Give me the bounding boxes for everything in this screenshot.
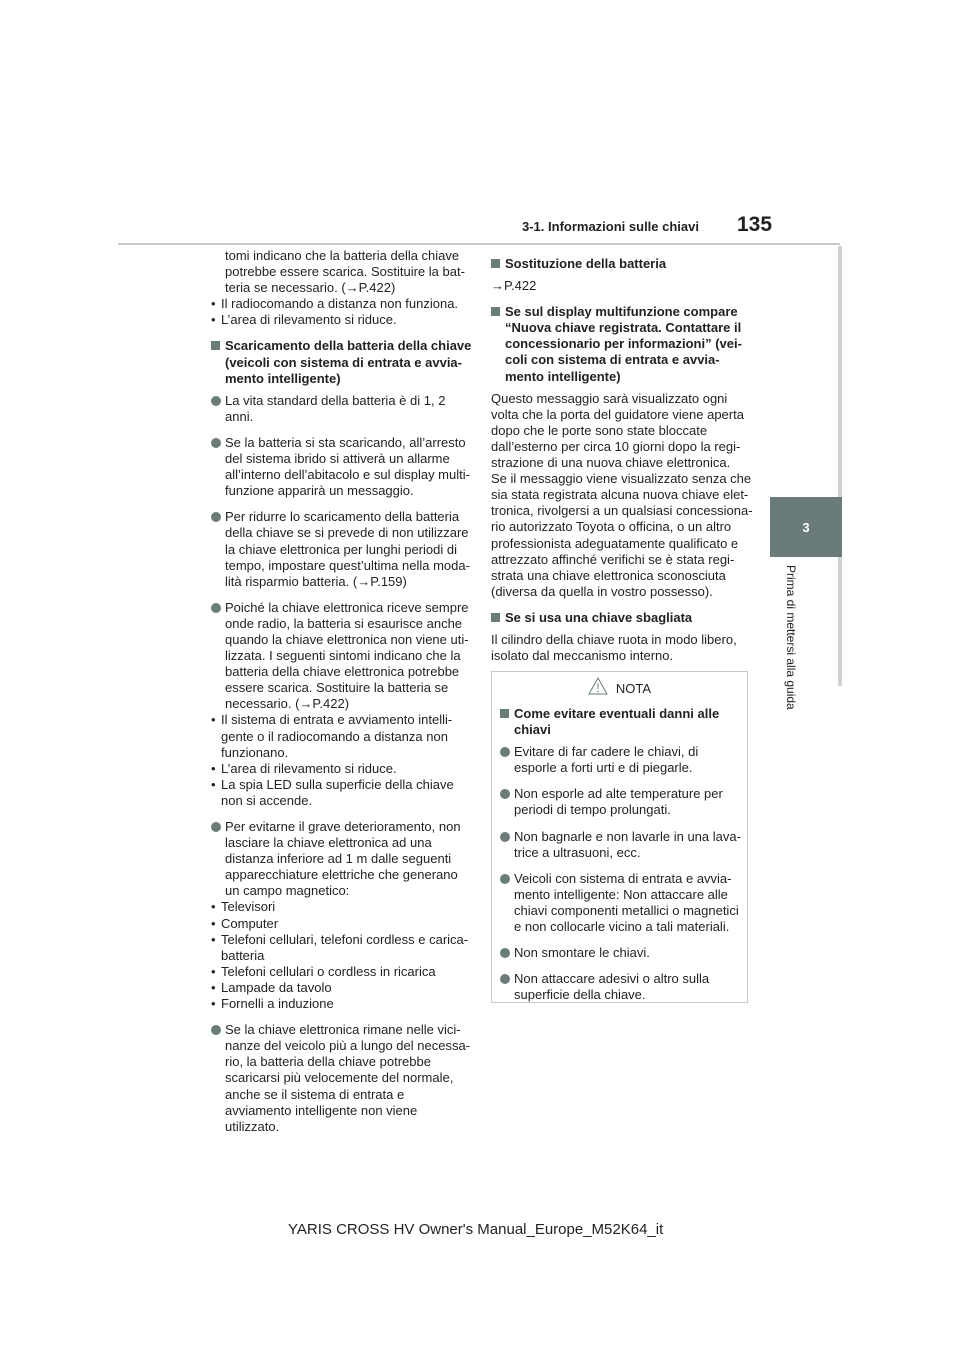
note-title: NOTA bbox=[615, 680, 652, 696]
chapter-tab bbox=[770, 497, 842, 557]
footer-text: YARIS CROSS HV Owner's Manual_Europe_M52K64_it bbox=[288, 1221, 664, 1238]
bullet-item bbox=[211, 819, 473, 1012]
bullet-item bbox=[211, 600, 473, 809]
sub-item: • La spia LED sulla superficie della chiave non si accende. bbox=[211, 777, 473, 809]
chapter-label: Prima di mettersi alla guida bbox=[784, 565, 798, 710]
section-heading: Se si usa una chiave sbagliata bbox=[491, 610, 753, 626]
note-item: Non attaccare adesivi o altro sulla superficie della chiave. bbox=[500, 971, 744, 1003]
note-item: Non bagnarle e non lavarle in una lava-trice a ultrasuoni, ecc. bbox=[500, 829, 744, 861]
note-header bbox=[492, 672, 747, 700]
bullet-item: La vita standard della batteria è di 1, 2 anni. bbox=[211, 393, 473, 425]
note-box bbox=[491, 671, 748, 1003]
chapter-number: 3 bbox=[802, 519, 810, 535]
intro-continuation: tomi indicano che la batteria della chiave potrebbe essere scarica. Sostituire la bat-teria se necessario. (→P.422) bbox=[225, 248, 465, 296]
header-divider bbox=[118, 243, 840, 245]
bullet-text: Poiché la chiave elettronica riceve sempre onde radio, la batteria si esaurisce anche quando la chiave elettronica non viene uti-lizzata. I seguenti sintomi indicano che la batteria della chiave elettronica potrebbe essere scarica. Sostituire la batteria se necessario. (→P.422) bbox=[225, 599, 469, 712]
note-item: Non smontare le chiavi. bbox=[500, 945, 744, 961]
sub-item: • Il radiocomando a distanza non funziona. bbox=[211, 296, 473, 312]
right-column bbox=[491, 256, 753, 674]
note-item: Veicoli con sistema di entrata e avvia-mento intelligente: Non attaccare alle chiavi componenti metallici o magnetici e non collocarle vicino a tali materiali. bbox=[500, 871, 744, 935]
body-text: Il cilindro della chiave ruota in modo libero, isolato dal meccanismo interno. bbox=[491, 631, 737, 664]
sub-item: • Fornelli a induzione bbox=[211, 996, 473, 1012]
sub-item: • Televisori bbox=[211, 899, 473, 915]
bullet-item: Se la chiave elettronica rimane nelle vici-nanze del veicolo più a lungo del necessa-rio, la batteria della chiave potrebbe scaricarsi più velocemente del normale, anche se il sistema di entrata e avviamento intelligente non viene utilizzato. bbox=[211, 1022, 473, 1135]
section-heading: Scaricamento della batteria della chiave (veicoli con sistema di entrata e avvia-mento intelligente) bbox=[211, 338, 473, 386]
sub-item: • Telefoni cellulari o cordless in ricarica bbox=[211, 964, 473, 980]
intro-sublist bbox=[211, 296, 473, 328]
note-heading: Come evitare eventuali danni alle chiavi bbox=[500, 706, 744, 738]
bullet-item: Per ridurre lo scaricamento della batteria della chiave se si prevede di non utilizzare la chiave elettronica per lunghi periodi di tempo, impostare quest’ultima nella moda-lità risparmio batteria. (→P.159) bbox=[211, 509, 473, 589]
section-title: 3-1. Informazioni sulle chiavi bbox=[522, 219, 699, 234]
sub-item: • Il sistema di entrata e avviamento intelli-gente o il radiocomando a distanza non funzionano. bbox=[211, 712, 473, 760]
note-body bbox=[500, 706, 744, 1013]
left-column bbox=[211, 248, 473, 1145]
section-heading: Sostituzione della batteria bbox=[491, 256, 753, 272]
sub-item: • Telefoni cellulari, telefoni cordless e carica-batteria bbox=[211, 932, 473, 964]
body-text: Se il messaggio viene visualizzato senza che sia stata registrata alcuna nuova chiave elet-tronica, rivolgersi a un qualsiasi concessiona-rio autorizzato Toyota o officina, o un altro professionista adeguatamente qualificato e attrezzato affinché verifichi se è stata regi-strata una chiave elettronica sconosciuta (diversa da quella in vostro possesso). bbox=[491, 471, 753, 599]
sub-item: • L’area di rilevamento si riduce. bbox=[211, 312, 473, 328]
sub-item: • Lampade da tavolo bbox=[211, 980, 473, 996]
side-bar bbox=[838, 246, 842, 686]
note-item: Non esporle ad alte temperature per periodi di tempo prolungati. bbox=[500, 786, 744, 818]
sub-item: • L’area di rilevamento si riduce. bbox=[211, 761, 473, 777]
warning-icon bbox=[588, 677, 608, 700]
section-heading: Se sul display multifunzione compare “Nuova chiave registrata. Contattare il concessionario per informazioni” (vei-coli con sistema di entrata e avvia-mento intelligente) bbox=[491, 304, 753, 384]
page-number: 135 bbox=[737, 213, 773, 236]
bullet-item: Se la batteria si sta scaricando, all’arresto del sistema ibrido si attiverà un allarme all’interno dell’abitacolo e sul display multi-funzione apparirà un messaggio. bbox=[211, 435, 473, 499]
note-item: Evitare di far cadere le chiavi, di esporle a forti urti e di piegarle. bbox=[500, 744, 744, 776]
sub-item: • Computer bbox=[211, 916, 473, 932]
bullet-text: Per evitarne il grave deterioramento, non lasciare la chiave elettronica ad una distanza inferiore ad 1 m dalle seguenti apparecchiature elettriche che generano un campo magnetico: bbox=[225, 819, 461, 899]
body-text: Questo messaggio sarà visualizzato ogni volta che la porta del guidatore viene aperta dopo che le porte sono state bloccate dall’esterno per circa 10 giorni dopo la regi-strazione di una nuova chiave elettronica. bbox=[491, 390, 744, 471]
page-reference: →P.422 bbox=[491, 278, 537, 294]
